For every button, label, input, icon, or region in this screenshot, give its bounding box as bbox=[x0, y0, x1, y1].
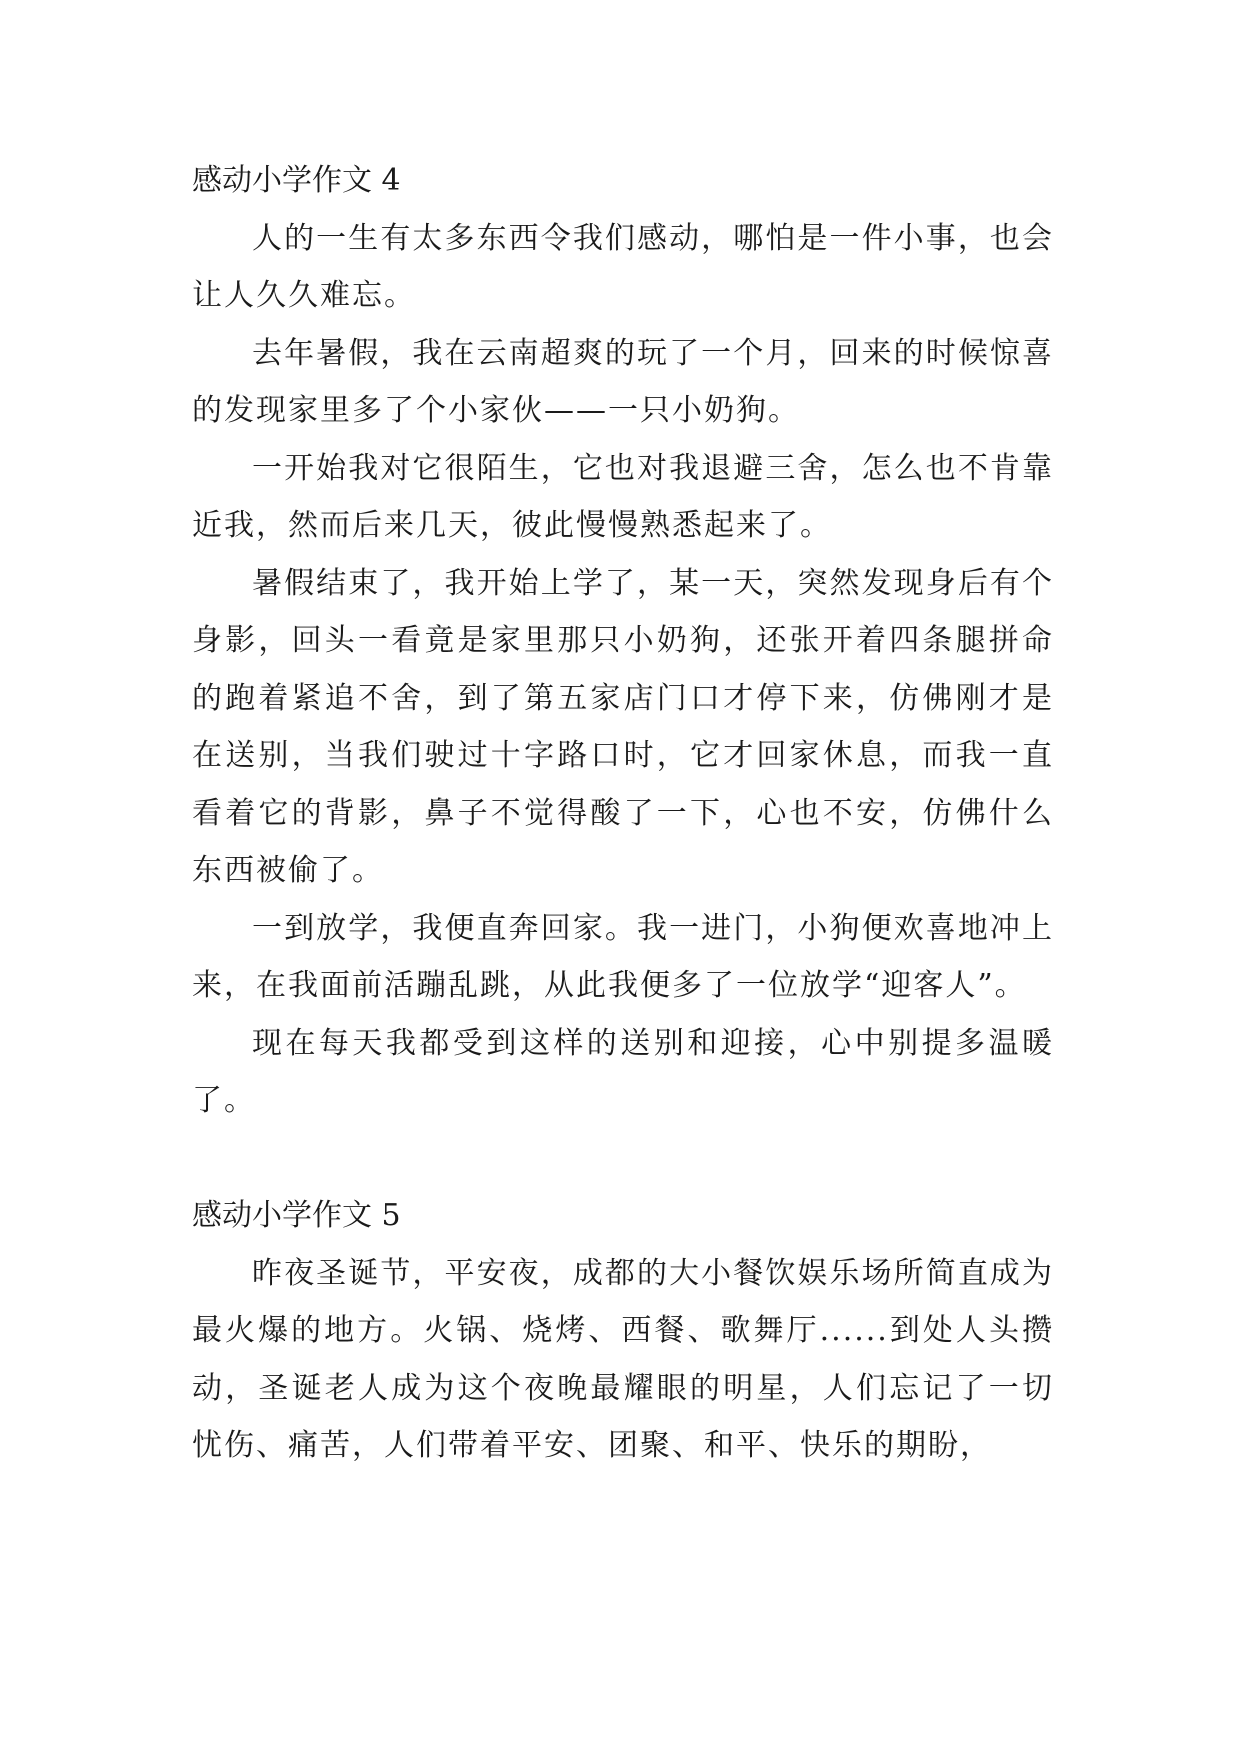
paragraph: 暑假结束了，我开始上学了，某一天，突然发现身后有个身影，回头一看竟是家里那只小奶狗，还张开着四条腿拼命的跑着紧追不舍，到了第五家店门口才停下来，仿佛刚才是在送别，当我们驶过十字路口时，它才回家休息，而我一直看着它的背影，鼻子不觉得酸了一下，心也不安，仿佛什么东西被偷了。 bbox=[192, 565, 1054, 888]
section-heading: 感动小学作文 4 bbox=[192, 163, 401, 198]
paragraph: 一到放学，我便直奔回家。我一进门，小狗便欢喜地冲上来，在我面前活蹦乱跳，从此我便多了一位放学“迎客人”。 bbox=[192, 910, 1054, 1003]
essay-section-5 bbox=[192, 1187, 1054, 1475]
paragraph: 人的一生有太多东西令我们感动，哪怕是一件小事，也会让人久久难忘。 bbox=[192, 220, 1054, 313]
paragraph: 昨夜圣诞节，平安夜，成都的大小餐饮娱乐场所简直成为最火爆的地方。火锅、烧烤、西餐、歌舞厅......到处人头攒动，圣诞老人成为这个夜晚最耀眼的明星，人们忘记了一切忧伤、痛苦，人们带着平安、团聚、和平、快乐的期盼， bbox=[192, 1255, 1054, 1463]
paragraph: 现在每天我都受到这样的送别和迎接，心中别提多温暖了。 bbox=[192, 1025, 1054, 1118]
section-heading: 感动小学作文 5 bbox=[192, 1198, 401, 1233]
section-spacer bbox=[192, 1130, 1054, 1188]
essay-section-4 bbox=[192, 152, 1054, 1130]
document-body bbox=[192, 152, 1054, 1475]
paragraph: 一开始我对它很陌生，它也对我退避三舍，怎么也不肯靠近我，然而后来几天，彼此慢慢熟悉起来了。 bbox=[192, 450, 1054, 543]
paragraph: 去年暑假，我在云南超爽的玩了一个月，回来的时候惊喜的发现家里多了个小家伙——一只小奶狗。 bbox=[192, 335, 1054, 428]
